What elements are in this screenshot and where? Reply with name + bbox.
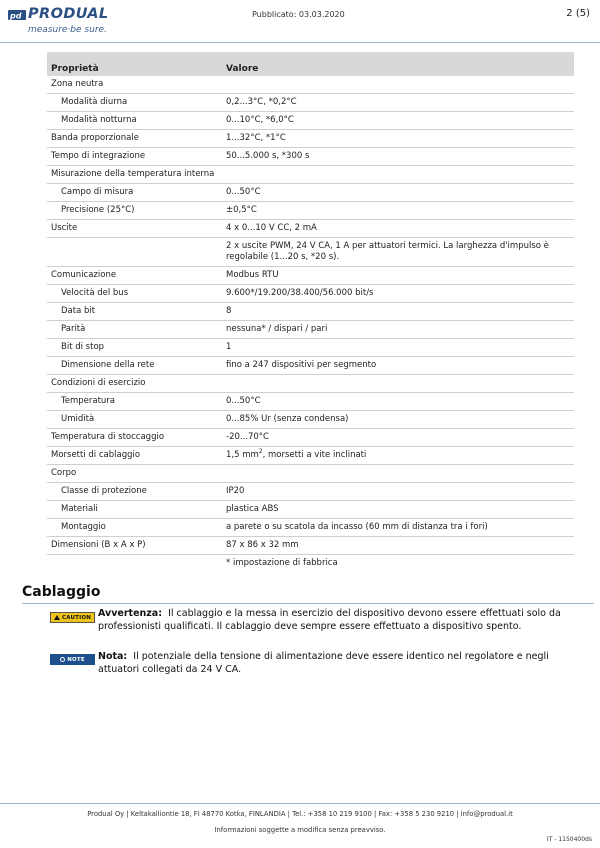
caution-notice bbox=[98, 607, 568, 633]
note-label: Nota: bbox=[98, 651, 128, 662]
table-row bbox=[47, 148, 574, 166]
row-key: Uscite bbox=[47, 220, 222, 238]
row-key: Temperatura bbox=[47, 393, 222, 411]
table-header-row bbox=[47, 52, 574, 76]
row-value bbox=[222, 166, 574, 184]
row-value: 1 bbox=[222, 339, 574, 357]
row-key: Zona neutra bbox=[47, 76, 222, 94]
row-key: Morsetti di cablaggio bbox=[47, 447, 222, 465]
row-value: 0...50°C bbox=[222, 393, 574, 411]
note-badge bbox=[50, 654, 95, 665]
factory-setting-note: * impostazione di fabbrica bbox=[226, 558, 338, 568]
table-row bbox=[47, 130, 574, 148]
row-key: Modalità notturna bbox=[47, 112, 222, 130]
svg-text:pd: pd bbox=[10, 11, 22, 21]
table-row bbox=[47, 220, 574, 238]
footer-divider bbox=[0, 803, 600, 804]
row-value: 0...10°C, *6,0°C bbox=[222, 112, 574, 130]
row-key bbox=[47, 555, 222, 573]
table-row bbox=[47, 303, 574, 321]
row-key: Misurazione della temperatura interna bbox=[47, 166, 222, 184]
row-key: Classe di protezione bbox=[47, 483, 222, 501]
caution-text: Il cablaggio e la messa in esercizio del dispositivo devono essere effettuati solo da professionisti qualificati. Il cablaggio deve sempre essere effettuato a dispositivo spento. bbox=[98, 608, 561, 632]
row-key: Corpo bbox=[47, 465, 222, 483]
row-value: Modbus RTU bbox=[222, 267, 574, 285]
table-row bbox=[47, 501, 574, 519]
note-text: Il potenziale della tensione di alimentazione deve essere identico nel regolatore e negli attuatori collegati da 24 V CA. bbox=[98, 651, 549, 675]
caution-label: Avvertenza: bbox=[98, 608, 163, 619]
produal-logo-icon bbox=[8, 8, 30, 22]
row-key: Tempo di integrazione bbox=[47, 148, 222, 166]
row-key: Banda proporzionale bbox=[47, 130, 222, 148]
page-number: 2 (5) bbox=[566, 8, 590, 19]
row-value: fino a 247 dispositivi per segmento bbox=[222, 357, 574, 375]
column-header-property: Proprietà bbox=[47, 52, 222, 76]
superscript-2: 2 bbox=[258, 448, 263, 456]
row-value bbox=[222, 447, 574, 465]
published-date: Pubblicato: 03.03.2020 bbox=[252, 10, 345, 19]
table-row bbox=[47, 76, 574, 94]
row-key: Dimensione della rete bbox=[47, 357, 222, 375]
row-key: Dimensioni (B x A x P) bbox=[47, 537, 222, 555]
footer-disclaimer: Informazioni soggette a modifica senza preavviso. bbox=[214, 826, 386, 834]
row-value: IP20 bbox=[222, 483, 574, 501]
table-row bbox=[47, 447, 574, 465]
row-value: 4 x 0...10 V CC, 2 mA bbox=[222, 220, 574, 238]
row-value bbox=[222, 76, 574, 94]
row-key: Modalità diurna bbox=[47, 94, 222, 112]
row-value: ±0,5°C bbox=[222, 202, 574, 220]
warning-triangle-icon bbox=[54, 615, 60, 620]
table-row bbox=[47, 202, 574, 220]
row-key: Condizioni di esercizio bbox=[47, 375, 222, 393]
table-row bbox=[47, 184, 574, 202]
tagline: measure·be sure. bbox=[28, 25, 107, 35]
row-value: 0...85% Ur (senza condensa) bbox=[222, 411, 574, 429]
table-row bbox=[47, 411, 574, 429]
info-icon bbox=[60, 657, 65, 662]
footer-contact: Produal Oy | Keltakalliontie 18, FI 48770 Kotka, FINLANDIA | Tel.: +358 10 219 9100 | Fax: +358 5 230 9210 | info@produal.it bbox=[87, 810, 513, 818]
note-notice bbox=[98, 650, 568, 676]
row-value: 0...50°C bbox=[222, 184, 574, 202]
table-row bbox=[47, 519, 574, 537]
terminal-size: 1,5 mm bbox=[226, 450, 259, 460]
row-value: 8 bbox=[222, 303, 574, 321]
row-key: Parità bbox=[47, 321, 222, 339]
table-row bbox=[47, 267, 574, 285]
table-row bbox=[47, 429, 574, 447]
table-row bbox=[47, 94, 574, 112]
table-row bbox=[47, 357, 574, 375]
row-key: Materiali bbox=[47, 501, 222, 519]
header-divider bbox=[0, 42, 600, 43]
row-key: Campo di misura bbox=[47, 184, 222, 202]
row-key: Data bit bbox=[47, 303, 222, 321]
row-value: nessuna* / dispari / pari bbox=[222, 321, 574, 339]
logo-text: PRODUAL bbox=[28, 6, 109, 22]
table-row bbox=[47, 285, 574, 303]
table-row bbox=[47, 465, 574, 483]
terminal-type: , morsetti a vite inclinati bbox=[262, 450, 367, 460]
row-value: 9.600*/19.200/38.400/56.000 bit/s bbox=[222, 285, 574, 303]
section-divider bbox=[22, 603, 594, 604]
row-key: Velocità del bus bbox=[47, 285, 222, 303]
specifications-table bbox=[47, 52, 574, 572]
table-row bbox=[47, 339, 574, 357]
row-key: Montaggio bbox=[47, 519, 222, 537]
column-header-value: Valore bbox=[222, 52, 574, 76]
section-title: Cablaggio bbox=[22, 584, 101, 600]
table-row bbox=[47, 537, 574, 555]
row-key: Precisione (25°C) bbox=[47, 202, 222, 220]
row-value bbox=[222, 375, 574, 393]
row-key: Comunicazione bbox=[47, 267, 222, 285]
row-value: 0,2...3°C, *0,2°C bbox=[222, 94, 574, 112]
row-value: 87 x 86 x 32 mm bbox=[222, 537, 574, 555]
row-value: plastica ABS bbox=[222, 501, 574, 519]
row-value: 1...32°C, *1°C bbox=[222, 130, 574, 148]
row-value bbox=[222, 465, 574, 483]
row-key: Bit di stop bbox=[47, 339, 222, 357]
page-header bbox=[0, 0, 600, 44]
row-value: a parete o su scatola da incasso (60 mm di distanza tra i fori) bbox=[222, 519, 574, 537]
table-row bbox=[47, 375, 574, 393]
row-key: Umidità bbox=[47, 411, 222, 429]
table-row bbox=[47, 321, 574, 339]
table-row bbox=[47, 483, 574, 501]
row-value: -20...70°C bbox=[222, 429, 574, 447]
document-id: IT - 1150400ds bbox=[546, 836, 592, 843]
table-row bbox=[47, 393, 574, 411]
row-value: 2 x uscite PWM, 24 V CA, 1 A per attuatori termici. La larghezza d'impulso è regolabile (1...20 s, *20 s). bbox=[222, 238, 574, 267]
caution-badge bbox=[50, 612, 95, 623]
row-key: Temperatura di stoccaggio bbox=[47, 429, 222, 447]
table-row bbox=[47, 555, 574, 573]
table-row bbox=[47, 166, 574, 184]
row-key bbox=[47, 238, 222, 267]
table-row bbox=[47, 112, 574, 130]
note-badge-label: NOTE bbox=[67, 656, 85, 663]
table-row bbox=[47, 238, 574, 267]
caution-badge-label: CAUTION bbox=[61, 614, 92, 621]
row-value: 50...5.000 s, *300 s bbox=[222, 148, 574, 166]
